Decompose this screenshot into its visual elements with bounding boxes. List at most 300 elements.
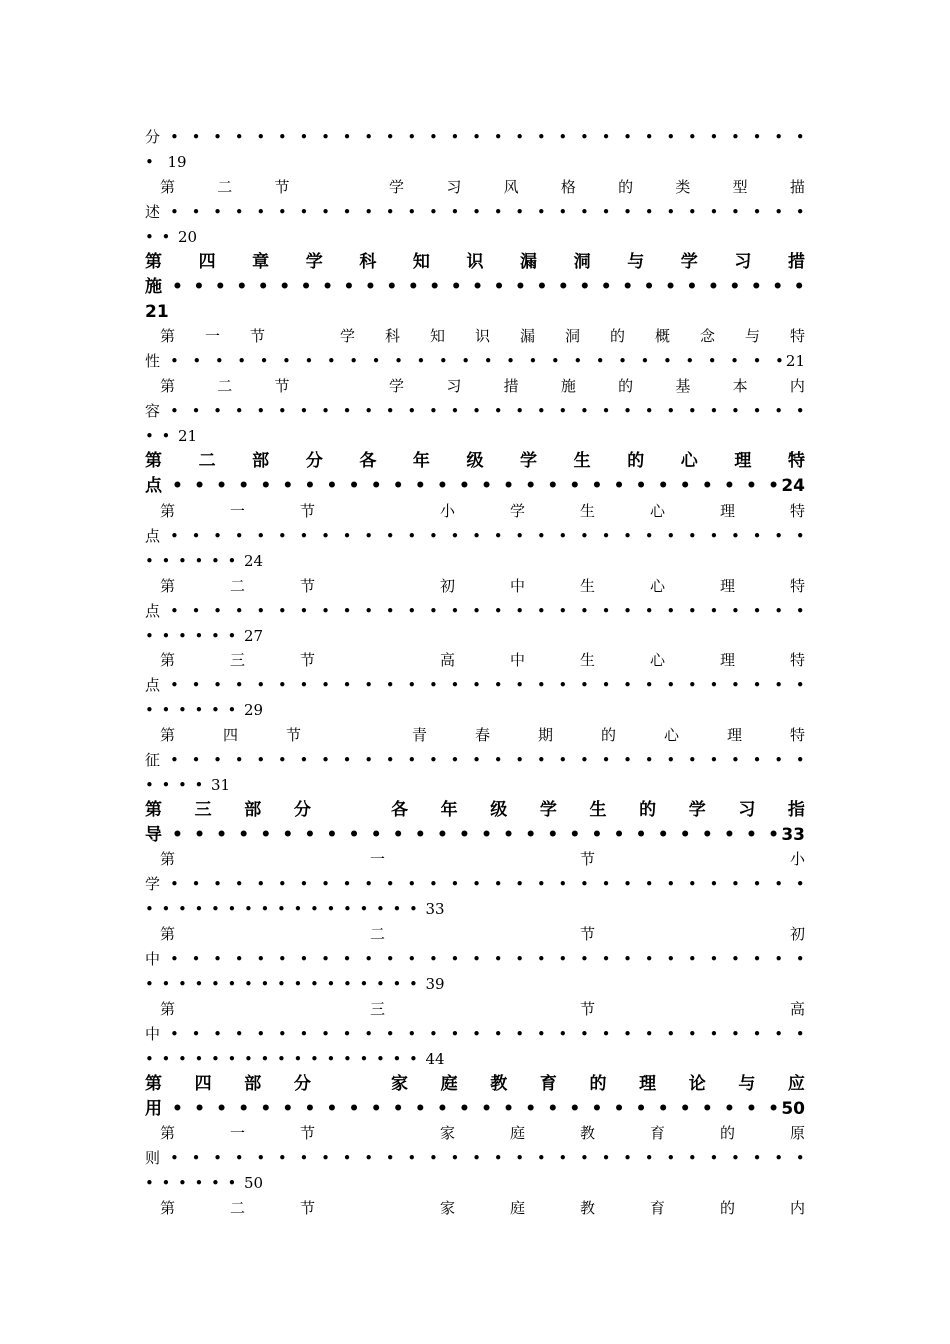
leader-dot: • bbox=[679, 825, 691, 845]
toc-section-heading[interactable] bbox=[145, 1196, 805, 1220]
leader-dot: • bbox=[342, 128, 352, 146]
leader-dot: • bbox=[795, 1149, 805, 1167]
toc-heading-char: 二 bbox=[230, 1199, 246, 1217]
toc-heading-char: 学 bbox=[509, 502, 525, 520]
toc-entry-continuation bbox=[145, 897, 805, 921]
leader-dot: • bbox=[503, 825, 515, 845]
toc-entry-leader[interactable] bbox=[145, 947, 805, 971]
toc-heading-char: 与 bbox=[744, 327, 760, 345]
toc-entry-leader[interactable] bbox=[145, 823, 805, 847]
leader-dot: • bbox=[666, 602, 676, 620]
leader-dot: • bbox=[644, 402, 654, 420]
leader-dot: • bbox=[170, 352, 179, 370]
leader-dot: • bbox=[282, 825, 294, 845]
toc-heading-char: 理 bbox=[719, 651, 735, 669]
leader-dot: • bbox=[304, 352, 314, 370]
toc-heading-char: 本 bbox=[732, 377, 748, 395]
toc-heading-char: 基 bbox=[675, 377, 691, 395]
toc-entry-continuation bbox=[145, 972, 805, 996]
leader-dot: • bbox=[536, 602, 546, 620]
leader-dot: • bbox=[580, 950, 589, 968]
leader-dot: • bbox=[601, 128, 611, 146]
toc-heading-char: 第 bbox=[160, 327, 176, 345]
leader-dot: • bbox=[299, 527, 309, 545]
leader-dot: • bbox=[343, 1050, 352, 1068]
leader-dot: • bbox=[795, 950, 805, 968]
toc-entry-head: 分 bbox=[145, 128, 161, 146]
leader-dot: • bbox=[282, 1099, 294, 1119]
leader-dot: • bbox=[260, 900, 270, 918]
leader-dot: • bbox=[774, 527, 784, 545]
dot-leader bbox=[145, 228, 178, 246]
leader-dot: • bbox=[407, 203, 417, 221]
toc-entry-leader[interactable] bbox=[145, 524, 805, 548]
toc-heading-char: 第 bbox=[145, 800, 162, 820]
leader-dot: • bbox=[321, 402, 330, 420]
leader-dot: • bbox=[236, 277, 248, 297]
dot-leader bbox=[172, 275, 805, 299]
leader-dot: • bbox=[428, 602, 438, 620]
toc-entry-leader[interactable] bbox=[145, 125, 805, 149]
leader-dot: • bbox=[194, 1174, 204, 1192]
toc-section-heading[interactable] bbox=[145, 922, 805, 946]
toc-heading-char: 分 bbox=[305, 451, 323, 471]
leader-dot: • bbox=[213, 1025, 223, 1043]
leader-dot: • bbox=[657, 476, 669, 496]
toc-entry-head: 用 bbox=[145, 1099, 162, 1119]
toc-entry-head: 中 bbox=[145, 950, 161, 968]
leader-dot: • bbox=[503, 476, 515, 496]
leader-dot: • bbox=[256, 527, 266, 545]
leader-dot: • bbox=[438, 352, 448, 370]
toc-heading-char: 原 bbox=[789, 1124, 805, 1142]
leader-dot: • bbox=[623, 950, 633, 968]
toc-heading-char: 二 bbox=[198, 451, 216, 471]
toc-page-number: 50 bbox=[781, 1099, 805, 1119]
toc-heading-char: 节 bbox=[286, 726, 302, 744]
toc-heading-char: 心 bbox=[649, 502, 665, 520]
leader-dot: • bbox=[601, 203, 611, 221]
leader-dot: • bbox=[364, 751, 374, 769]
toc-heading-char: 科 bbox=[384, 327, 400, 345]
toc-heading-char: 春 bbox=[474, 726, 490, 744]
leader-dot: • bbox=[227, 1050, 237, 1068]
toc-heading-char: 一 bbox=[205, 327, 221, 345]
leader-dot: • bbox=[515, 751, 525, 769]
leader-dot: • bbox=[407, 602, 417, 620]
leader-dot: • bbox=[644, 950, 654, 968]
leader-dot: • bbox=[701, 1099, 713, 1119]
dot-leader bbox=[170, 349, 784, 373]
leader-dot: • bbox=[191, 602, 201, 620]
leader-dot: • bbox=[170, 128, 179, 146]
toc-heading-char: 节 bbox=[300, 502, 316, 520]
toc-section-heading[interactable] bbox=[145, 997, 805, 1021]
leader-dot: • bbox=[376, 1050, 385, 1068]
leader-dot: • bbox=[194, 1050, 204, 1068]
leader-dot: • bbox=[436, 825, 448, 845]
leader-dot: • bbox=[709, 950, 719, 968]
toc-heading-char: 各 bbox=[359, 451, 377, 471]
toc-entry-leader[interactable] bbox=[145, 200, 805, 224]
leader-dot: • bbox=[234, 1149, 244, 1167]
leader-dot: • bbox=[795, 1025, 805, 1043]
leader-dot: • bbox=[774, 676, 784, 694]
leader-dot: • bbox=[687, 751, 697, 769]
leader-dot: • bbox=[515, 402, 525, 420]
leader-dot: • bbox=[392, 1099, 404, 1119]
leader-dot: • bbox=[795, 128, 805, 146]
toc-heading-char: 第 bbox=[160, 502, 176, 520]
toc-page-number: 33 bbox=[425, 900, 445, 918]
leader-dot: • bbox=[450, 602, 460, 620]
toc-entry-leader[interactable] bbox=[145, 1146, 805, 1170]
leader-dot: • bbox=[257, 277, 269, 297]
toc-heading-char: 理 bbox=[719, 502, 735, 520]
leader-dot: • bbox=[752, 128, 762, 146]
leader-dot: • bbox=[515, 676, 525, 694]
toc-entry-leader[interactable] bbox=[145, 399, 805, 423]
leader-dot: • bbox=[536, 1149, 546, 1167]
leader-dot: • bbox=[277, 402, 287, 420]
leader-dot: • bbox=[238, 825, 250, 845]
leader-dot: • bbox=[170, 402, 179, 420]
leader-dot: • bbox=[515, 277, 526, 297]
toc-entry-leader[interactable] bbox=[145, 1022, 805, 1046]
leader-dot: • bbox=[644, 527, 654, 545]
toc-heading-char: 的 bbox=[589, 1074, 607, 1094]
toc-entry-leader[interactable] bbox=[145, 872, 805, 896]
leader-dot: • bbox=[536, 676, 546, 694]
toc-heading-char: 论 bbox=[688, 1074, 706, 1094]
leader-dot: • bbox=[450, 128, 460, 146]
leader-dot: • bbox=[213, 950, 223, 968]
toc-heading-char: 漏 bbox=[519, 327, 535, 345]
leader-dot: • bbox=[234, 602, 244, 620]
toc-heading-char: 第 bbox=[160, 925, 176, 943]
dot-leader bbox=[145, 427, 178, 445]
leader-dot: • bbox=[310, 900, 319, 918]
leader-dot: • bbox=[282, 352, 291, 370]
dot-leader bbox=[170, 1022, 805, 1046]
leader-dot: • bbox=[515, 950, 525, 968]
leader-dot: • bbox=[687, 1149, 697, 1167]
toc-section-heading[interactable] bbox=[145, 324, 805, 348]
toc-heading-char: 中 bbox=[509, 577, 525, 595]
toc-heading-char: 的 bbox=[600, 726, 616, 744]
leader-dot: • bbox=[300, 277, 312, 297]
leader-dot: • bbox=[342, 203, 352, 221]
toc-section-heading[interactable] bbox=[145, 1121, 805, 1145]
leader-dot: • bbox=[493, 402, 503, 420]
leader-dot: • bbox=[256, 1025, 266, 1043]
toc-heading-char: 习 bbox=[446, 377, 462, 395]
toc-heading-char: 漏 bbox=[520, 252, 538, 272]
leader-dot: • bbox=[723, 476, 735, 496]
leader-dot: • bbox=[472, 751, 481, 769]
dot-leader bbox=[145, 153, 162, 171]
toc-entry-head: 述 bbox=[145, 203, 161, 221]
leader-dot: • bbox=[600, 277, 612, 297]
leader-dot: • bbox=[370, 1099, 382, 1119]
leader-dot: • bbox=[623, 402, 633, 420]
leader-dot: • bbox=[515, 527, 525, 545]
toc-heading-char: 节 bbox=[300, 577, 316, 595]
leader-dot: • bbox=[256, 128, 266, 146]
leader-dot: • bbox=[793, 277, 805, 297]
leader-dot: • bbox=[752, 751, 762, 769]
dot-leader bbox=[170, 947, 805, 971]
leader-dot: • bbox=[772, 277, 784, 297]
toc-section-heading[interactable] bbox=[145, 374, 805, 398]
leader-dot: • bbox=[256, 875, 266, 893]
leader-dot: • bbox=[145, 627, 154, 645]
leader-dot: • bbox=[364, 527, 374, 545]
toc-entry-continuation bbox=[145, 773, 805, 797]
leader-dot: • bbox=[211, 975, 220, 993]
leader-dot: • bbox=[407, 875, 417, 893]
toc-heading-char: 学 bbox=[389, 377, 405, 395]
leader-dot: • bbox=[472, 1025, 481, 1043]
leader-dot: • bbox=[644, 1149, 654, 1167]
leader-dot: • bbox=[472, 277, 483, 297]
leader-dot: • bbox=[342, 602, 352, 620]
leader-dot: • bbox=[343, 900, 352, 918]
leader-dot: • bbox=[450, 950, 460, 968]
leader-dot: • bbox=[322, 277, 333, 297]
toc-heading-char: 中 bbox=[509, 651, 525, 669]
toc-entry-head: 征 bbox=[145, 751, 161, 769]
leader-dot: • bbox=[536, 875, 546, 893]
toc-heading-char: 教 bbox=[579, 1199, 595, 1217]
leader-dot: • bbox=[227, 900, 237, 918]
toc-page-number: 24 bbox=[244, 552, 264, 570]
leader-dot: • bbox=[409, 1050, 418, 1068]
leader-dot: • bbox=[191, 875, 201, 893]
leader-dot: • bbox=[386, 277, 398, 297]
toc-entry-head: 点 bbox=[145, 602, 161, 620]
toc-heading-char: 庭 bbox=[440, 1074, 458, 1094]
dot-leader bbox=[172, 474, 779, 498]
leader-dot: • bbox=[666, 402, 676, 420]
leader-dot: • bbox=[293, 975, 303, 993]
leader-dot: • bbox=[731, 402, 740, 420]
leader-dot: • bbox=[234, 128, 244, 146]
toc-entry-leader[interactable] bbox=[145, 474, 805, 498]
leader-dot: • bbox=[244, 900, 253, 918]
leader-dot: • bbox=[644, 875, 654, 893]
leader-dot: • bbox=[299, 875, 309, 893]
leader-dot: • bbox=[679, 476, 691, 496]
leader-dot: • bbox=[213, 751, 223, 769]
leader-dot: • bbox=[536, 950, 546, 968]
leader-dot: • bbox=[623, 128, 633, 146]
leader-dot: • bbox=[385, 950, 395, 968]
leader-dot: • bbox=[385, 751, 395, 769]
toc-heading-char: 生 bbox=[579, 502, 595, 520]
leader-dot: • bbox=[277, 676, 287, 694]
toc-section-heading[interactable] bbox=[145, 648, 805, 672]
leader-dot: • bbox=[282, 476, 294, 496]
leader-dot: • bbox=[277, 975, 286, 993]
leader-dot: • bbox=[591, 476, 603, 496]
leader-dot: • bbox=[227, 552, 237, 570]
leader-dot: • bbox=[515, 602, 525, 620]
leader-dot: • bbox=[428, 676, 438, 694]
leader-dot: • bbox=[795, 527, 805, 545]
leader-dot: • bbox=[472, 527, 481, 545]
toc-heading-char: 育 bbox=[649, 1124, 665, 1142]
toc-entry-leader[interactable] bbox=[145, 1097, 805, 1121]
toc-entry-leader[interactable] bbox=[145, 349, 805, 373]
leader-dot: • bbox=[657, 825, 669, 845]
toc-heading-char: 庭 bbox=[509, 1199, 525, 1217]
leader-dot: • bbox=[343, 277, 355, 297]
toc-section-heading[interactable] bbox=[145, 175, 805, 199]
leader-dot: • bbox=[214, 277, 226, 297]
leader-dot: • bbox=[515, 1149, 525, 1167]
leader-dot: • bbox=[601, 1025, 611, 1043]
leader-dot: • bbox=[709, 1149, 719, 1167]
toc-chapter-heading[interactable] bbox=[145, 250, 805, 274]
toc-heading-char: 节 bbox=[274, 377, 290, 395]
toc-heading-char: 学 bbox=[520, 451, 538, 471]
leader-dot: • bbox=[161, 776, 171, 794]
toc-entry-leader[interactable] bbox=[145, 599, 805, 623]
leader-dot: • bbox=[752, 1149, 762, 1167]
leader-dot: • bbox=[731, 1025, 740, 1043]
leader-dot: • bbox=[795, 751, 805, 769]
leader-dot: • bbox=[709, 128, 719, 146]
leader-dot: • bbox=[536, 128, 546, 146]
leader-dot: • bbox=[436, 1099, 448, 1119]
leader-dot: • bbox=[450, 1025, 460, 1043]
leader-dot: • bbox=[145, 1050, 154, 1068]
leader-dot: • bbox=[145, 153, 154, 171]
leader-dot: • bbox=[493, 128, 503, 146]
leader-dot: • bbox=[580, 203, 589, 221]
toc-heading-char: 分 bbox=[293, 800, 311, 820]
toc-section-heading[interactable] bbox=[145, 847, 805, 871]
toc-heading-char: 的 bbox=[618, 377, 634, 395]
toc-heading-char: 生 bbox=[579, 577, 595, 595]
toc-section-heading[interactable] bbox=[145, 723, 805, 747]
toc-heading-char: 节 bbox=[300, 1124, 316, 1142]
leader-dot: • bbox=[299, 676, 309, 694]
leader-dot: • bbox=[493, 277, 505, 297]
leader-dot: • bbox=[601, 402, 611, 420]
leader-dot: • bbox=[194, 627, 204, 645]
leader-dot: • bbox=[385, 602, 395, 620]
toc-entry-continuation bbox=[145, 698, 805, 722]
toc-heading-char: 庭 bbox=[509, 1124, 525, 1142]
leader-dot: • bbox=[409, 975, 418, 993]
leader-dot: • bbox=[644, 676, 654, 694]
toc-chapter-heading[interactable] bbox=[145, 798, 805, 822]
leader-dot: • bbox=[161, 427, 171, 445]
leader-dot: • bbox=[213, 402, 223, 420]
toc-page-number: 21 bbox=[145, 302, 169, 322]
leader-dot: • bbox=[687, 602, 697, 620]
dot-leader bbox=[172, 823, 779, 847]
leader-dot: • bbox=[591, 1099, 603, 1119]
leader-dot: • bbox=[414, 825, 426, 845]
leader-dot: • bbox=[172, 1099, 183, 1119]
leader-dot: • bbox=[558, 950, 568, 968]
leader-dot: • bbox=[558, 527, 568, 545]
leader-dot: • bbox=[342, 875, 352, 893]
leader-dot: • bbox=[428, 402, 438, 420]
leader-dot: • bbox=[385, 527, 395, 545]
leader-dot: • bbox=[774, 751, 784, 769]
toc-entry-continuation bbox=[145, 300, 805, 324]
leader-dot: • bbox=[161, 627, 171, 645]
leader-dot: • bbox=[414, 1099, 426, 1119]
dot-leader bbox=[145, 975, 426, 993]
leader-dot: • bbox=[536, 1025, 546, 1043]
leader-dot: • bbox=[321, 875, 330, 893]
leader-dot: • bbox=[613, 476, 625, 496]
leader-dot: • bbox=[364, 402, 374, 420]
toc-section-heading[interactable] bbox=[145, 574, 805, 598]
dot-leader bbox=[170, 673, 805, 697]
leader-dot: • bbox=[623, 203, 633, 221]
leader-dot: • bbox=[244, 1050, 253, 1068]
toc-heading-char: 节 bbox=[579, 1000, 595, 1018]
toc-entry-leader[interactable] bbox=[145, 748, 805, 772]
leader-dot: • bbox=[428, 950, 438, 968]
leader-dot: • bbox=[193, 277, 205, 297]
leader-dot: • bbox=[326, 975, 336, 993]
toc-heading-char: 类 bbox=[675, 178, 691, 196]
toc-heading-char: 节 bbox=[579, 925, 595, 943]
leader-dot: • bbox=[392, 900, 402, 918]
toc-heading-char: 学 bbox=[688, 800, 706, 820]
toc-chapter-heading[interactable] bbox=[145, 1072, 805, 1096]
toc-heading-char: 心 bbox=[649, 651, 665, 669]
toc-entry-leader[interactable] bbox=[145, 673, 805, 697]
toc-heading-char: 念 bbox=[699, 327, 715, 345]
toc-heading-char: 特 bbox=[789, 327, 805, 345]
leader-dot: • bbox=[170, 602, 179, 620]
toc-section-heading[interactable] bbox=[145, 499, 805, 523]
leader-dot: • bbox=[359, 1050, 369, 1068]
toc-heading-char: 初 bbox=[789, 925, 805, 943]
leader-dot: • bbox=[750, 277, 762, 297]
toc-heading-char: 分 bbox=[293, 1074, 311, 1094]
leader-dot: • bbox=[192, 352, 202, 370]
leader-dot: • bbox=[321, 1149, 330, 1167]
leader-dot: • bbox=[493, 676, 503, 694]
leader-dot: • bbox=[385, 402, 395, 420]
toc-entry-leader[interactable] bbox=[145, 275, 805, 299]
leader-dot: • bbox=[752, 527, 762, 545]
leader-dot: • bbox=[161, 228, 171, 246]
leader-dot: • bbox=[348, 825, 360, 845]
leader-dot: • bbox=[428, 527, 438, 545]
leader-dot: • bbox=[321, 950, 330, 968]
leader-dot: • bbox=[342, 751, 352, 769]
leader-dot: • bbox=[216, 825, 228, 845]
leader-dot: • bbox=[191, 950, 201, 968]
leader-dot: • bbox=[547, 476, 559, 496]
leader-dot: • bbox=[161, 552, 171, 570]
leader-dot: • bbox=[299, 751, 309, 769]
toc-chapter-heading[interactable] bbox=[145, 449, 805, 473]
leader-dot: • bbox=[172, 476, 183, 496]
leader-dot: • bbox=[558, 203, 568, 221]
leader-dot: • bbox=[558, 875, 568, 893]
